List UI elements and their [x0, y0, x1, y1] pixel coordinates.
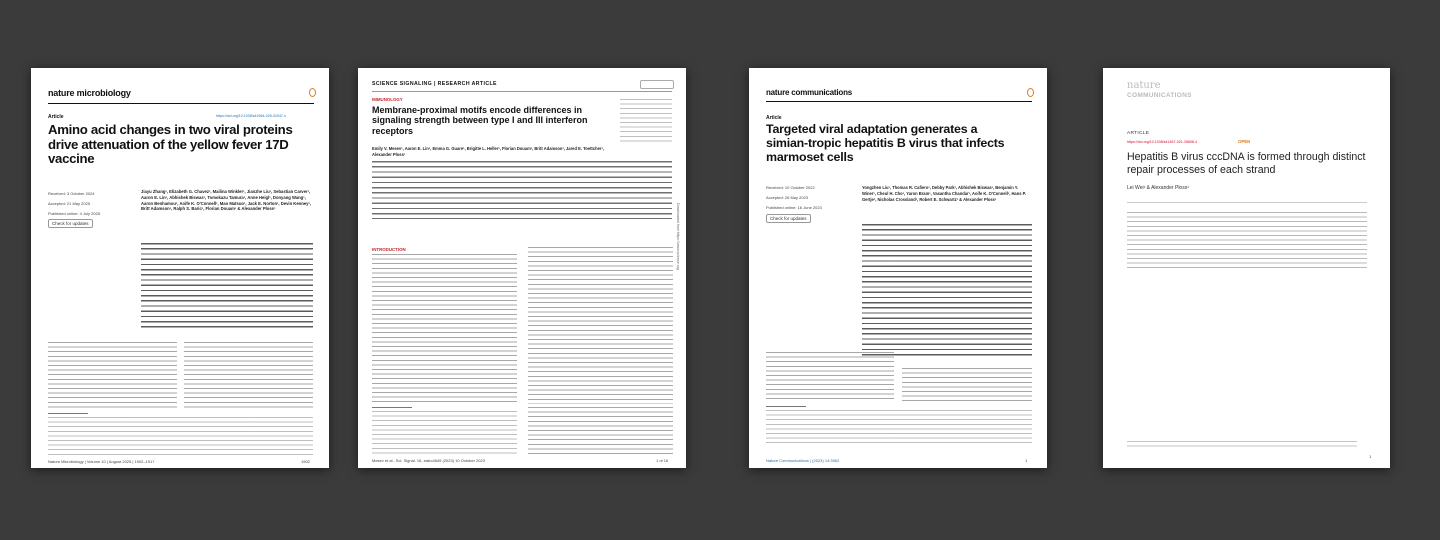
footer-citation: Mesev et al., Sci. Signal. 16, eabo4649 (2023) 10 October 2023	[372, 458, 485, 463]
page-number: 1 of 16	[656, 458, 669, 463]
journal-logo: nature microbiology	[48, 88, 131, 98]
published-date: Published online: 16 June 2023	[766, 205, 822, 210]
received-date: Received: 10 October 2022	[766, 185, 815, 190]
journal-header: SCIENCE SIGNALING | RESEARCH ARTICLE	[372, 81, 497, 87]
affiliations-block	[372, 411, 517, 454]
body-column-left	[766, 352, 894, 402]
open-access-label: OPEN	[1238, 139, 1251, 144]
page-number: 1	[1025, 458, 1028, 463]
check-for-updates-button[interactable]: Check for updates	[766, 214, 811, 223]
author-list: Lei Wei¹ & Alexander Ploss¹	[1127, 185, 1189, 191]
open-access-icon	[1027, 88, 1034, 97]
header-rule	[48, 103, 314, 104]
page-number: 1	[1369, 454, 1372, 459]
body-column-right	[528, 247, 673, 404]
footnote-block	[1127, 441, 1357, 447]
abstract-text-block	[1127, 212, 1367, 270]
check-for-updates-button[interactable]: Check for updates	[48, 219, 93, 228]
footnote-rule	[372, 407, 412, 408]
journal-logo-nature: nature	[1127, 80, 1161, 91]
section-label: IMMUNOLOGY	[372, 97, 403, 102]
header-rule	[766, 101, 1032, 102]
article-type-label: Article	[766, 115, 782, 121]
author-list: Emily V. Mesev¹, Aaron E. Lin¹, Emma G. Guare¹, Brigitte L. Heller¹, Florian Douam¹, Britt Adamson¹, Jared E. Toettcher¹, Alexander Ploss¹	[372, 146, 604, 157]
abstract-text-block	[372, 161, 672, 219]
paper-2-page[interactable]	[358, 68, 686, 468]
journal-logo-communications: COMMUNICATIONS	[1127, 92, 1192, 99]
footer-citation: Nature Microbiology | Volume 10 | August 2025 | 1902–1917	[48, 459, 155, 464]
paper-title: Targeted viral adaptation generates a simian-tropic hepatitis B virus that infects marmoset cells	[766, 122, 1005, 164]
affiliations-block	[48, 417, 313, 455]
footer-citation: Nature Communications | (2023) 14:3962	[766, 458, 840, 463]
header-rule	[372, 91, 672, 92]
check-updates-badge	[640, 80, 674, 89]
accepted-date: Accepted: 21 May 2025	[48, 201, 91, 206]
footnote-rule	[48, 413, 88, 414]
body-column-right	[902, 368, 1032, 402]
affiliations-block	[766, 410, 1032, 446]
paper-title: Membrane-proximal motifs encode differences in signaling strength between type I and III interferon receptors	[372, 105, 588, 136]
doi-link[interactable]: https://doi.org/10.1038/s41467-021-26608-4	[1127, 140, 1198, 144]
author-list: Jiayu Zhang¹, Elizabeth G. Chavez¹, Mailina Winkler¹, Jianzhe Liu¹, Sebastian Carver¹, Aaron E. Lin¹, Abhishek Biswas¹, Tomokazu Tamura¹, Anne Heigl¹, Donyang Wang¹, Aaron Benhamou¹, Aoife K. O'Connell¹, Mao Matsuo¹, Jack E. Norton¹, Devin Kenney¹, Britt Adamson¹, Ralph S. Baric¹, Florian Douam¹ & Alexander Ploss¹	[141, 189, 311, 212]
page-number: 1902	[301, 459, 310, 464]
article-type-label: ARTICLE	[1127, 131, 1150, 136]
side-download-note: Downloaded from https://www.science.org	[676, 203, 680, 270]
doi-link[interactable]: https://doi.org/10.1038/s41564-025-02047-x	[216, 114, 286, 118]
title-rule	[1127, 202, 1367, 203]
copyright-sidebar	[620, 99, 672, 143]
received-date: Received: 3 October 2024	[48, 191, 95, 196]
body-column-left	[372, 254, 517, 404]
abstract-text-block	[862, 224, 1032, 358]
intro-heading: INTRODUCTION	[372, 247, 406, 252]
footnote-rule	[766, 406, 806, 407]
paper-title: Hepatitis B virus cccDNA is formed through distinct repair processes of each strand	[1127, 151, 1366, 176]
paper-4-page[interactable]	[1103, 68, 1390, 468]
published-date: Published online: 4 July 2025	[48, 211, 101, 216]
paper-3-page[interactable]	[749, 68, 1047, 468]
paper-title: Amino acid changes in two viral proteins drive attenuation of the yellow fever 17D vaccine	[48, 122, 293, 166]
journal-logo: nature communications	[766, 88, 853, 97]
body-column-right-lower	[528, 407, 673, 454]
article-type-label: Article	[48, 114, 64, 120]
abstract-text-block	[141, 243, 313, 328]
accepted-date: Accepted: 26 May 2023	[766, 195, 809, 200]
open-access-icon	[309, 88, 316, 97]
paper-1-page[interactable]	[31, 68, 329, 468]
body-column-right	[184, 342, 313, 408]
body-column-left	[48, 342, 177, 408]
author-list: Yongzhen Liu¹, Thomas R. Cafiero¹, Debby Park¹, Abhishek Biswas¹, Benjamin Y. Winer¹, Cheul H. Cho¹, Yaron Bram¹, Vasantha Chandar¹, Aoife K. O'Connell¹, Hans P. Gertje¹, Nicholas Crossland¹, Robert E. Schwartz¹ & Alexander Ploss¹	[862, 185, 1026, 202]
